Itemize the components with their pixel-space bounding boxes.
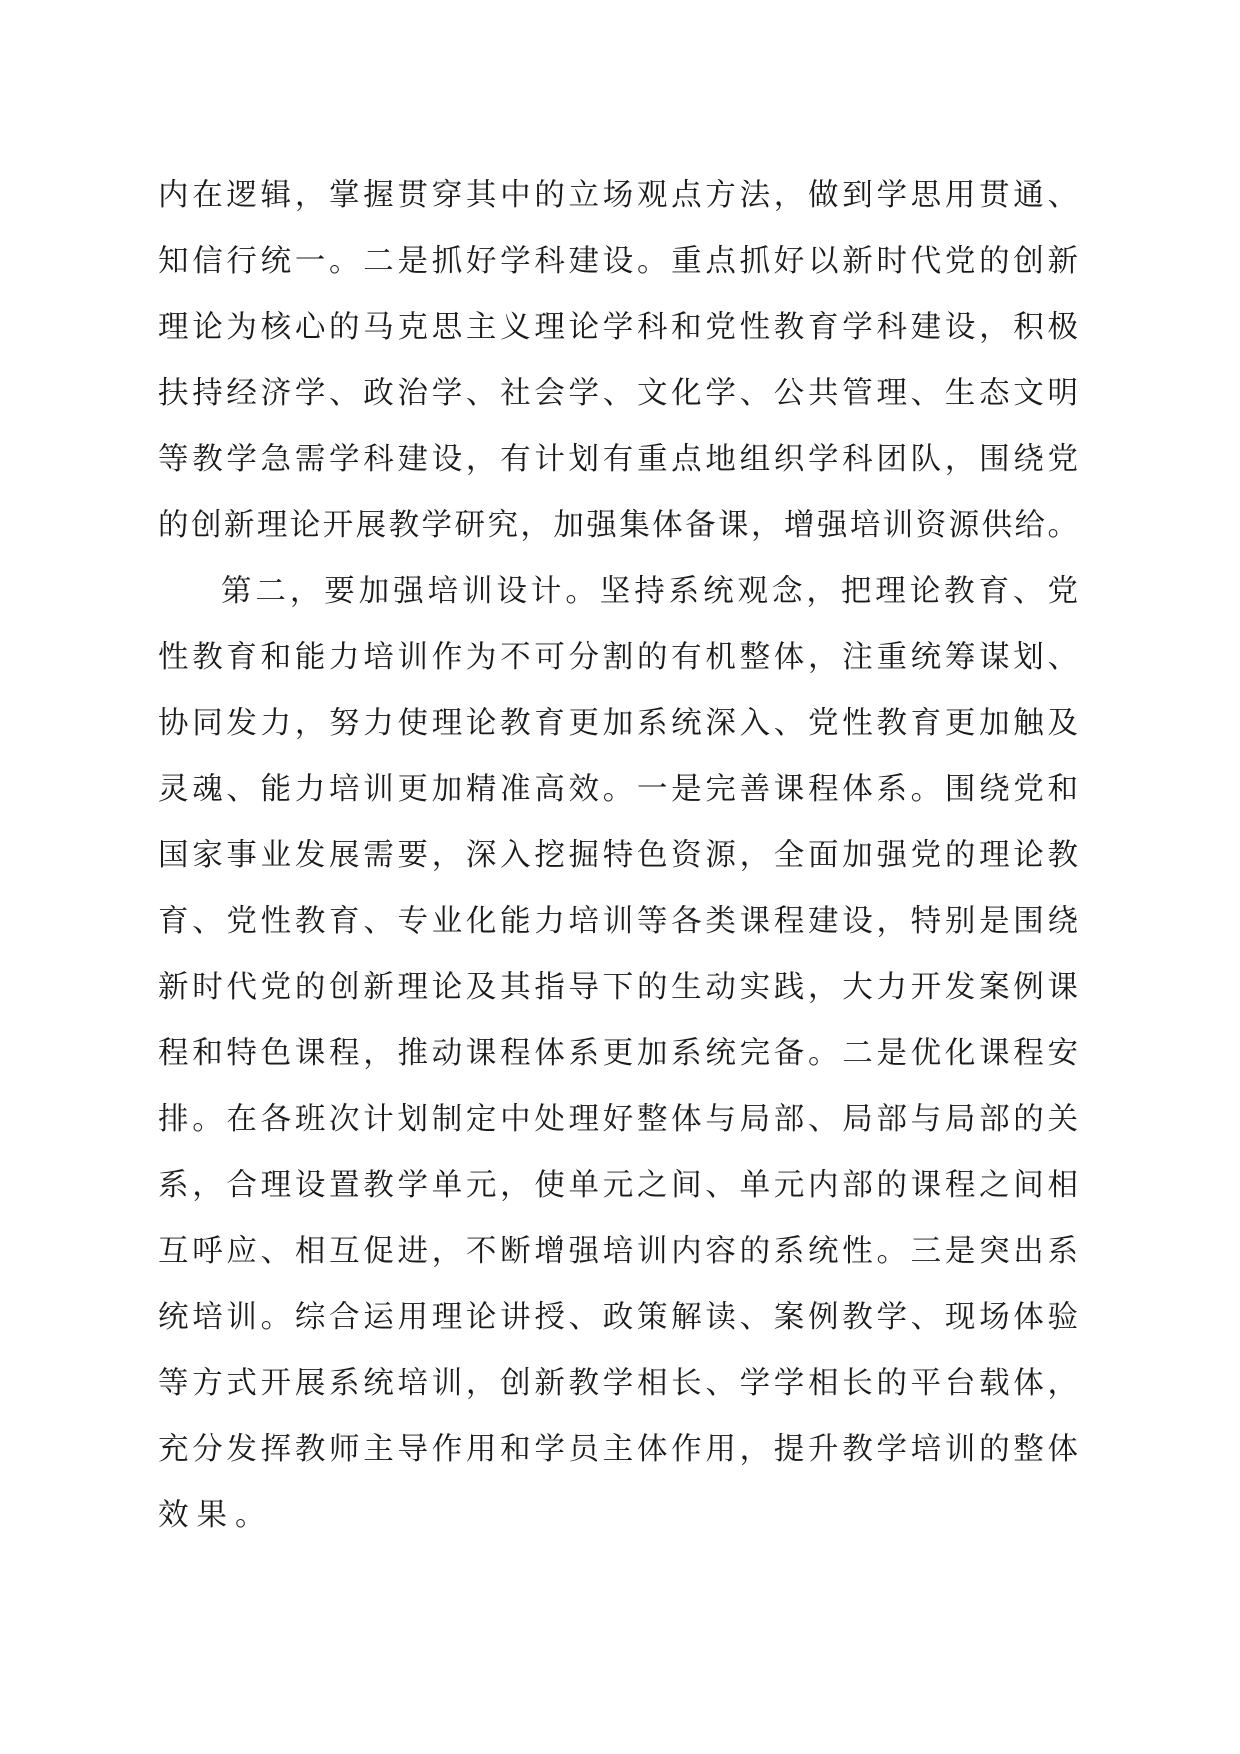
text-line: 等方式开展系统培训，创新教学相长、学学相长的平台载体， xyxy=(158,1366,1078,1401)
text-line: 协同发力，努力使理论教育更加系统深入、党性教育更加触及 xyxy=(158,706,1078,741)
text-line: 扶持经济学、政治学、社会学、文化学、公共管理、生态文明 xyxy=(158,376,1078,411)
text-line: 充分发挥教师主导作用和学员主体作用，提升教学培训的整体 xyxy=(158,1432,1078,1467)
text-line: 性教育和能力培训作为不可分割的有机整体，注重统筹谋划、 xyxy=(158,640,1078,675)
text-line: 统培训。综合运用理论讲授、政策解读、案例教学、现场体验 xyxy=(158,1300,1078,1335)
text-line: 理论为核心的马克思主义理论学科和党性教育学科建设，积极 xyxy=(158,310,1078,345)
text-line: 互呼应、相互促进，不断增强培训内容的系统性。三是突出系 xyxy=(158,1234,1078,1269)
text-line: 的创新理论开展教学研究，加强集体备课，增强培训资源供给。 xyxy=(158,508,1078,543)
text-line: 国家事业发展需要，深入挖掘特色资源，全面加强党的理论教 xyxy=(158,838,1078,873)
text-line: 内在逻辑，掌握贯穿其中的立场观点方法，做到学思用贯通、 xyxy=(158,178,1078,213)
text-line: 育、党性教育、专业化能力培训等各类课程建设，特别是围绕 xyxy=(158,904,1078,939)
paragraph-first-line: 第二，要加强培训设计。坚持系统观念，把理论教育、党 xyxy=(221,574,1078,609)
text-line: 系，合理设置教学单元，使单元之间、单元内部的课程之间相 xyxy=(158,1168,1078,1203)
text-line: 等教学急需学科建设，有计划有重点地组织学科团队，围绕党 xyxy=(158,442,1078,477)
text-line: 新时代党的创新理论及其指导下的生动实践，大力开发案例课 xyxy=(158,970,1078,1005)
paragraph-last-line: 效果。 xyxy=(158,1498,274,1533)
text-line: 知信行统一。二是抓好学科建设。重点抓好以新时代党的创新 xyxy=(158,244,1078,279)
text-line: 灵魂、能力培训更加精准高效。一是完善课程体系。围绕党和 xyxy=(158,772,1078,807)
body-text xyxy=(158,163,1078,1549)
text-line: 程和特色课程，推动课程体系更加系统完备。二是优化课程安 xyxy=(158,1036,1078,1071)
text-line: 排。在各班次计划制定中处理好整体与局部、局部与局部的关 xyxy=(158,1102,1078,1137)
